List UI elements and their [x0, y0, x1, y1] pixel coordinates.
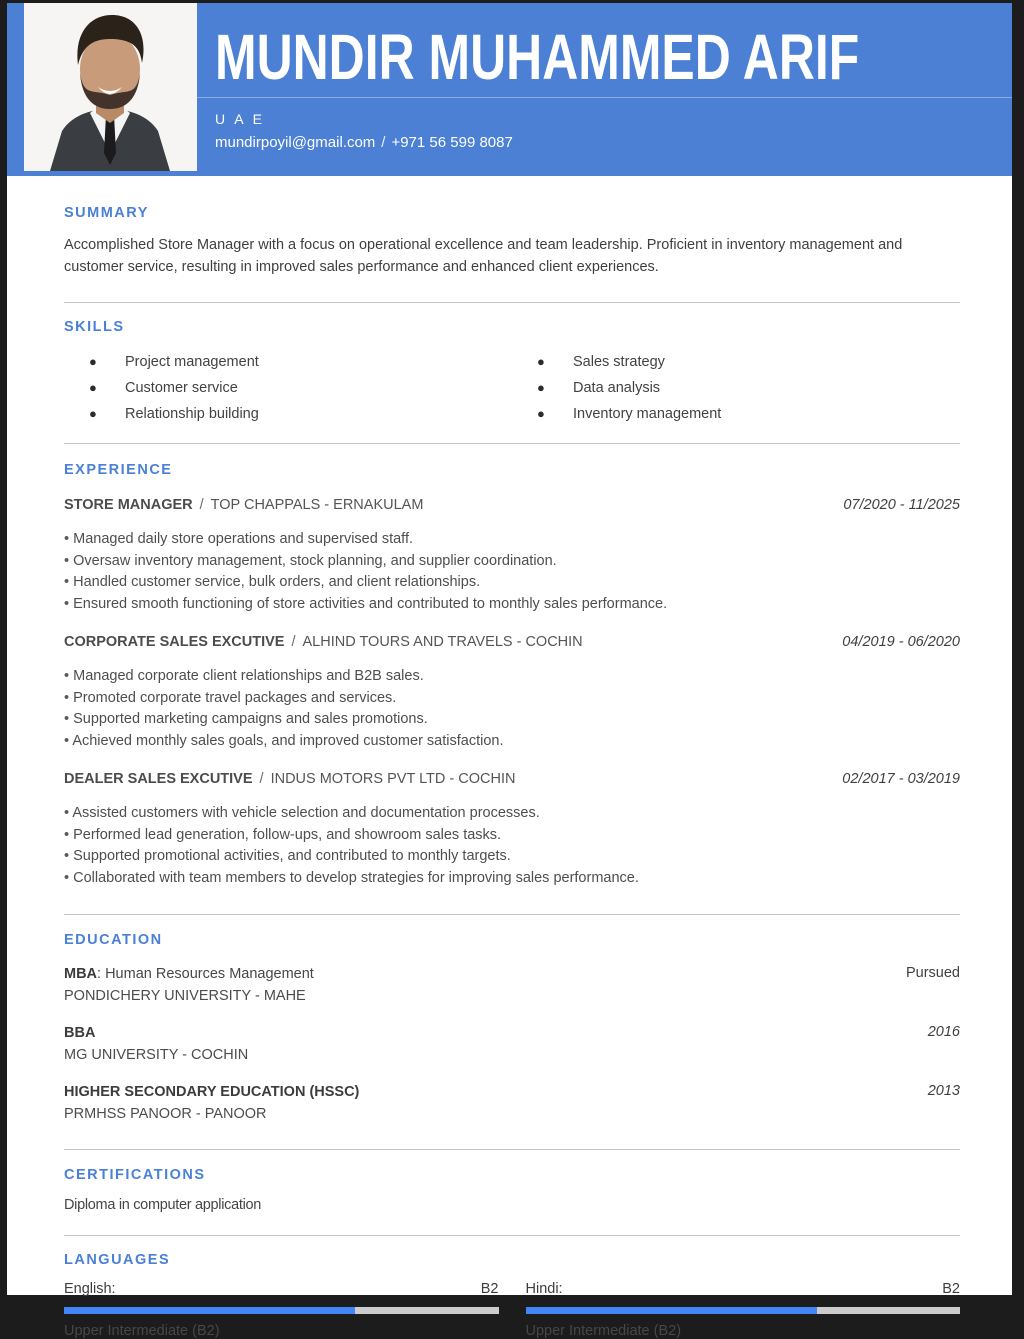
job-title: CORPORATE SALES EXCUTIVE [64, 634, 285, 650]
degree-name: HIGHER SECONDARY EDUCATION (HSSC) [64, 1084, 360, 1100]
degree-name: BBA [64, 1025, 96, 1041]
job-separator: / [259, 771, 264, 787]
contact-separator: / [381, 134, 386, 151]
skill-label: Inventory management [573, 406, 722, 422]
candidate-location: U A E [215, 111, 266, 127]
job-bullet: • Assisted customers with vehicle selection and documentation processes. [64, 803, 960, 825]
profile-photo [24, 3, 197, 171]
resume-page [7, 3, 1012, 1339]
skill-item [512, 375, 960, 401]
education-entry [64, 1023, 960, 1066]
education-degree-line [64, 964, 314, 986]
summary-section-title: SUMMARY [64, 205, 149, 221]
education-entry [64, 964, 960, 1007]
job-separator: / [291, 634, 296, 650]
job-bullet: • Handled customer service, bulk orders, and client relationships. [64, 572, 960, 594]
job-entry [64, 634, 960, 752]
language-progress-fill [526, 1307, 817, 1314]
job-company: ALHIND TOURS AND TRAVELS - COCHIN [302, 634, 583, 650]
skill-label: Sales strategy [573, 354, 665, 370]
skills-grid [64, 349, 960, 427]
job-bullet: • Supported promotional activities, and contributed to monthly targets. [64, 846, 960, 868]
job-bullet: • Oversaw inventory management, stock planning, and supplier coordination. [64, 551, 960, 573]
job-bullet: • Ensured smooth functioning of store activities and contributed to monthly sales performance. [64, 594, 960, 616]
education-year: Pursued [905, 965, 960, 981]
job-separator: / [199, 497, 204, 513]
job-bullet: • Performed lead generation, follow-ups, and showroom sales tasks. [64, 825, 960, 847]
education-degree-line [64, 1023, 248, 1045]
languages-section-title: LANGUAGES [64, 1252, 171, 1268]
bullet-icon: ● [537, 380, 545, 395]
skills-section-title: SKILLS [64, 319, 125, 335]
institution-name: MG UNIVERSITY - COCHIN [64, 1046, 249, 1063]
job-heading [64, 497, 960, 513]
contact-email[interactable]: mundirpoyil@gmail.com [215, 134, 376, 151]
job-bullet: • Promoted corporate travel packages and services. [64, 688, 960, 710]
job-bullet-list [64, 666, 960, 752]
skill-label: Relationship building [125, 406, 259, 422]
job-bullet: • Managed corporate client relationships and B2B sales. [64, 666, 960, 688]
language-entry [64, 1281, 499, 1339]
degree-name: MBA [64, 966, 98, 982]
language-name: English: [64, 1281, 116, 1297]
skill-item [64, 375, 512, 401]
job-title: DEALER SALES EXCUTIVE [64, 771, 253, 787]
skill-item [64, 349, 512, 375]
summary-text: Accomplished Store Manager with a focus on operational excellence and team leadership. Proficient in inventory management and customer service, resulting in improved sales performance and enhanced client experiences. [64, 237, 903, 275]
skills-column-right [512, 349, 960, 427]
experience-section-title: EXPERIENCE [64, 462, 173, 478]
job-title: STORE MANAGER [64, 497, 193, 513]
education-details [64, 964, 314, 1007]
bullet-icon: ● [89, 354, 97, 369]
education-details [64, 1023, 248, 1066]
language-progress-bar [526, 1307, 961, 1314]
section-divider [64, 302, 960, 303]
job-entry [64, 771, 960, 889]
job-bullet: • Collaborated with team members to develop strategies for improving sales performance. [64, 868, 960, 890]
job-bullet: • Supported marketing campaigns and sales promotions. [64, 709, 960, 731]
job-company: INDUS MOTORS PVT LTD - COCHIN [270, 771, 516, 787]
job-dates: 02/2017 - 03/2019 [842, 771, 960, 787]
job-heading [64, 771, 960, 787]
bullet-icon: ● [537, 354, 545, 369]
certifications-section-title: CERTIFICATIONS [64, 1167, 206, 1183]
degree-detail: : Human Resources Management [97, 966, 314, 982]
job-entry [64, 497, 960, 615]
header-band [7, 3, 1012, 176]
job-heading [64, 634, 960, 650]
language-descriptor: Upper Intermediate (B2) [525, 1323, 682, 1339]
job-dates: 04/2019 - 06/2020 [842, 634, 960, 650]
language-entry [526, 1281, 961, 1339]
certification-item: Diploma in computer application [64, 1197, 262, 1213]
institution-name: PRMHSS PANOOR - PANOOR [64, 1105, 267, 1122]
institution-name: PONDICHERY UNIVERSITY - MAHE [64, 987, 306, 1004]
section-divider [64, 1235, 960, 1236]
language-descriptor: Upper Intermediate (B2) [64, 1323, 220, 1339]
bullet-icon: ● [537, 406, 545, 421]
bullet-icon: ● [89, 380, 97, 395]
job-bullet: • Managed daily store operations and supervised staff. [64, 529, 960, 551]
language-name: Hindi: [525, 1281, 563, 1297]
language-level: B2 [942, 1281, 960, 1297]
languages-grid [64, 1281, 960, 1339]
education-section-title: EDUCATION [64, 932, 163, 948]
skill-label: Customer service [125, 380, 238, 396]
section-divider [64, 443, 960, 444]
bullet-icon: ● [89, 406, 97, 421]
resume-content [7, 205, 1012, 1339]
job-title-line [64, 497, 423, 513]
job-dates: 07/2020 - 11/2025 [843, 497, 960, 513]
education-year: 2016 [927, 1024, 960, 1040]
header-text-block [215, 3, 992, 151]
skill-label: Data analysis [573, 380, 661, 396]
contact-line [215, 134, 992, 151]
job-title-line [64, 771, 515, 787]
job-company: TOP CHAPPALS - ERNAKULAM [210, 497, 424, 513]
education-degree-line [64, 1082, 359, 1104]
education-details [64, 1082, 359, 1125]
contact-phone[interactable]: +971 56 599 8087 [391, 134, 513, 151]
skill-item [64, 401, 512, 427]
job-bullet-list [64, 529, 960, 615]
profile-photo-illustration [24, 3, 197, 171]
job-bullet: • Achieved monthly sales goals, and improved customer satisfaction. [64, 731, 960, 753]
language-progress-fill [64, 1307, 355, 1314]
section-divider [64, 1149, 960, 1150]
education-entry [64, 1082, 960, 1125]
skills-column-left [64, 349, 512, 427]
language-progress-bar [64, 1307, 499, 1314]
section-divider [64, 914, 960, 915]
job-bullet-list [64, 803, 960, 889]
candidate-name: MUNDIR MUHAMMED ARIF [215, 21, 860, 93]
skill-label: Project management [125, 354, 259, 370]
language-level: B2 [480, 1281, 499, 1297]
skill-item [512, 349, 960, 375]
job-title-line [64, 634, 583, 650]
skill-item [512, 401, 960, 427]
education-year: 2013 [927, 1083, 960, 1099]
